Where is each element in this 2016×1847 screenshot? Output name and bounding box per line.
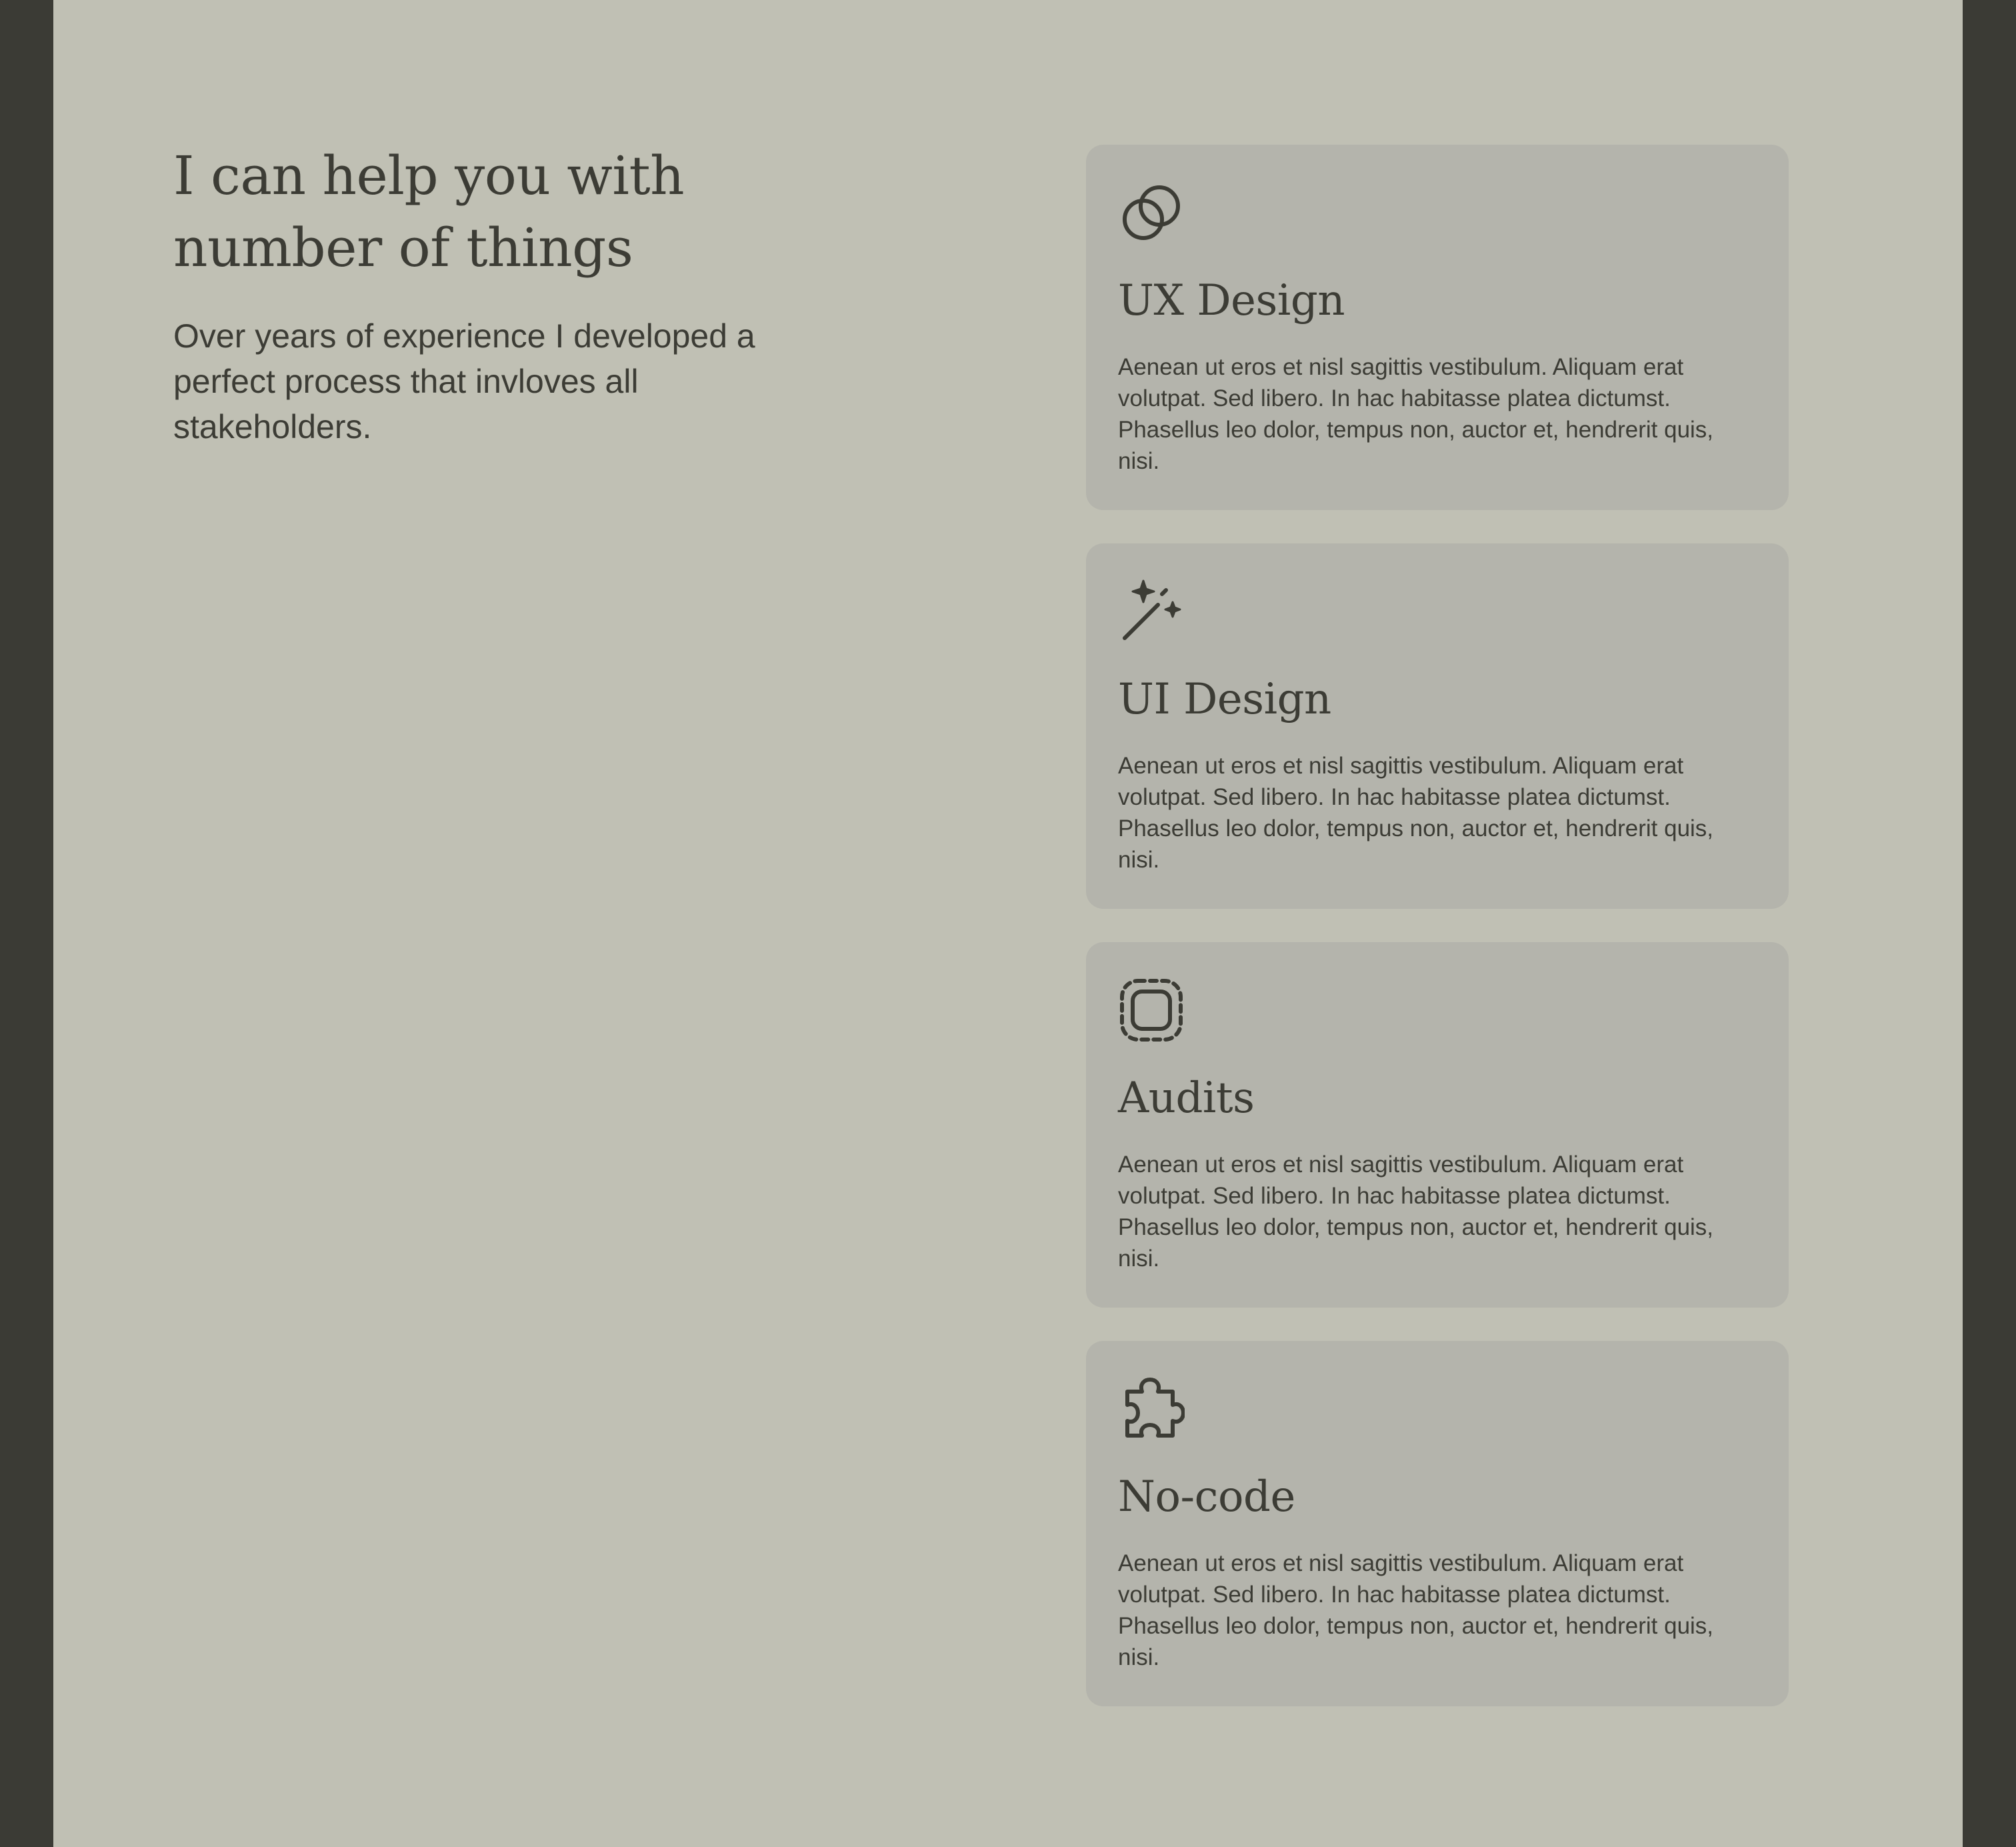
service-description: Aenean ut eros et nisl sagittis vestibulum. Aliquam erat volutpat. Sed libero. In hac habitasse platea dictumst. Phasellus leo dolor, tempus non, auctor et, hendrerit quis, nisi. [1118,1550,1714,1670]
service-title: Audits [1118,1074,1255,1123]
overlapping-circles-icon [1118,179,1185,246]
service-card-ux-design [1086,145,1789,510]
service-description: Aenean ut eros et nisl sagittis vestibulum. Aliquam erat volutpat. Sed libero. In hac habitasse platea dictumst. Phasellus leo dolor, tempus non, auctor et, hendrerit quis, nisi. [1118,753,1714,873]
service-card-audits [1086,942,1789,1308]
page-title: I can help you with number of things [173,145,685,279]
service-card-ui-design [1086,543,1789,909]
service-card-no-code [1086,1341,1789,1706]
magic-wand-icon [1118,578,1185,645]
intro-section [173,140,760,449]
page [53,0,1963,1847]
services-list [1086,145,1789,1740]
service-title: No-code [1118,1472,1295,1522]
service-title: UX Design [1118,276,1345,325]
service-description: Aenean ut eros et nisl sagittis vestibulum. Aliquam erat volutpat. Sed libero. In hac habitasse platea dictumst. Phasellus leo dolor, tempus non, auctor et, hendrerit quis, nisi. [1118,354,1714,474]
puzzle-piece-icon [1118,1376,1185,1442]
service-description: Aenean ut eros et nisl sagittis vestibulum. Aliquam erat volutpat. Sed libero. In hac habitasse platea dictumst. Phasellus leo dolor, tempus non, auctor et, hendrerit quis, nisi. [1118,1152,1714,1272]
service-title: UI Design [1118,675,1331,724]
intro-description: Over years of experience I developed a perfect process that invloves all stakeholders. [173,317,755,445]
dashed-square-icon [1118,977,1185,1044]
